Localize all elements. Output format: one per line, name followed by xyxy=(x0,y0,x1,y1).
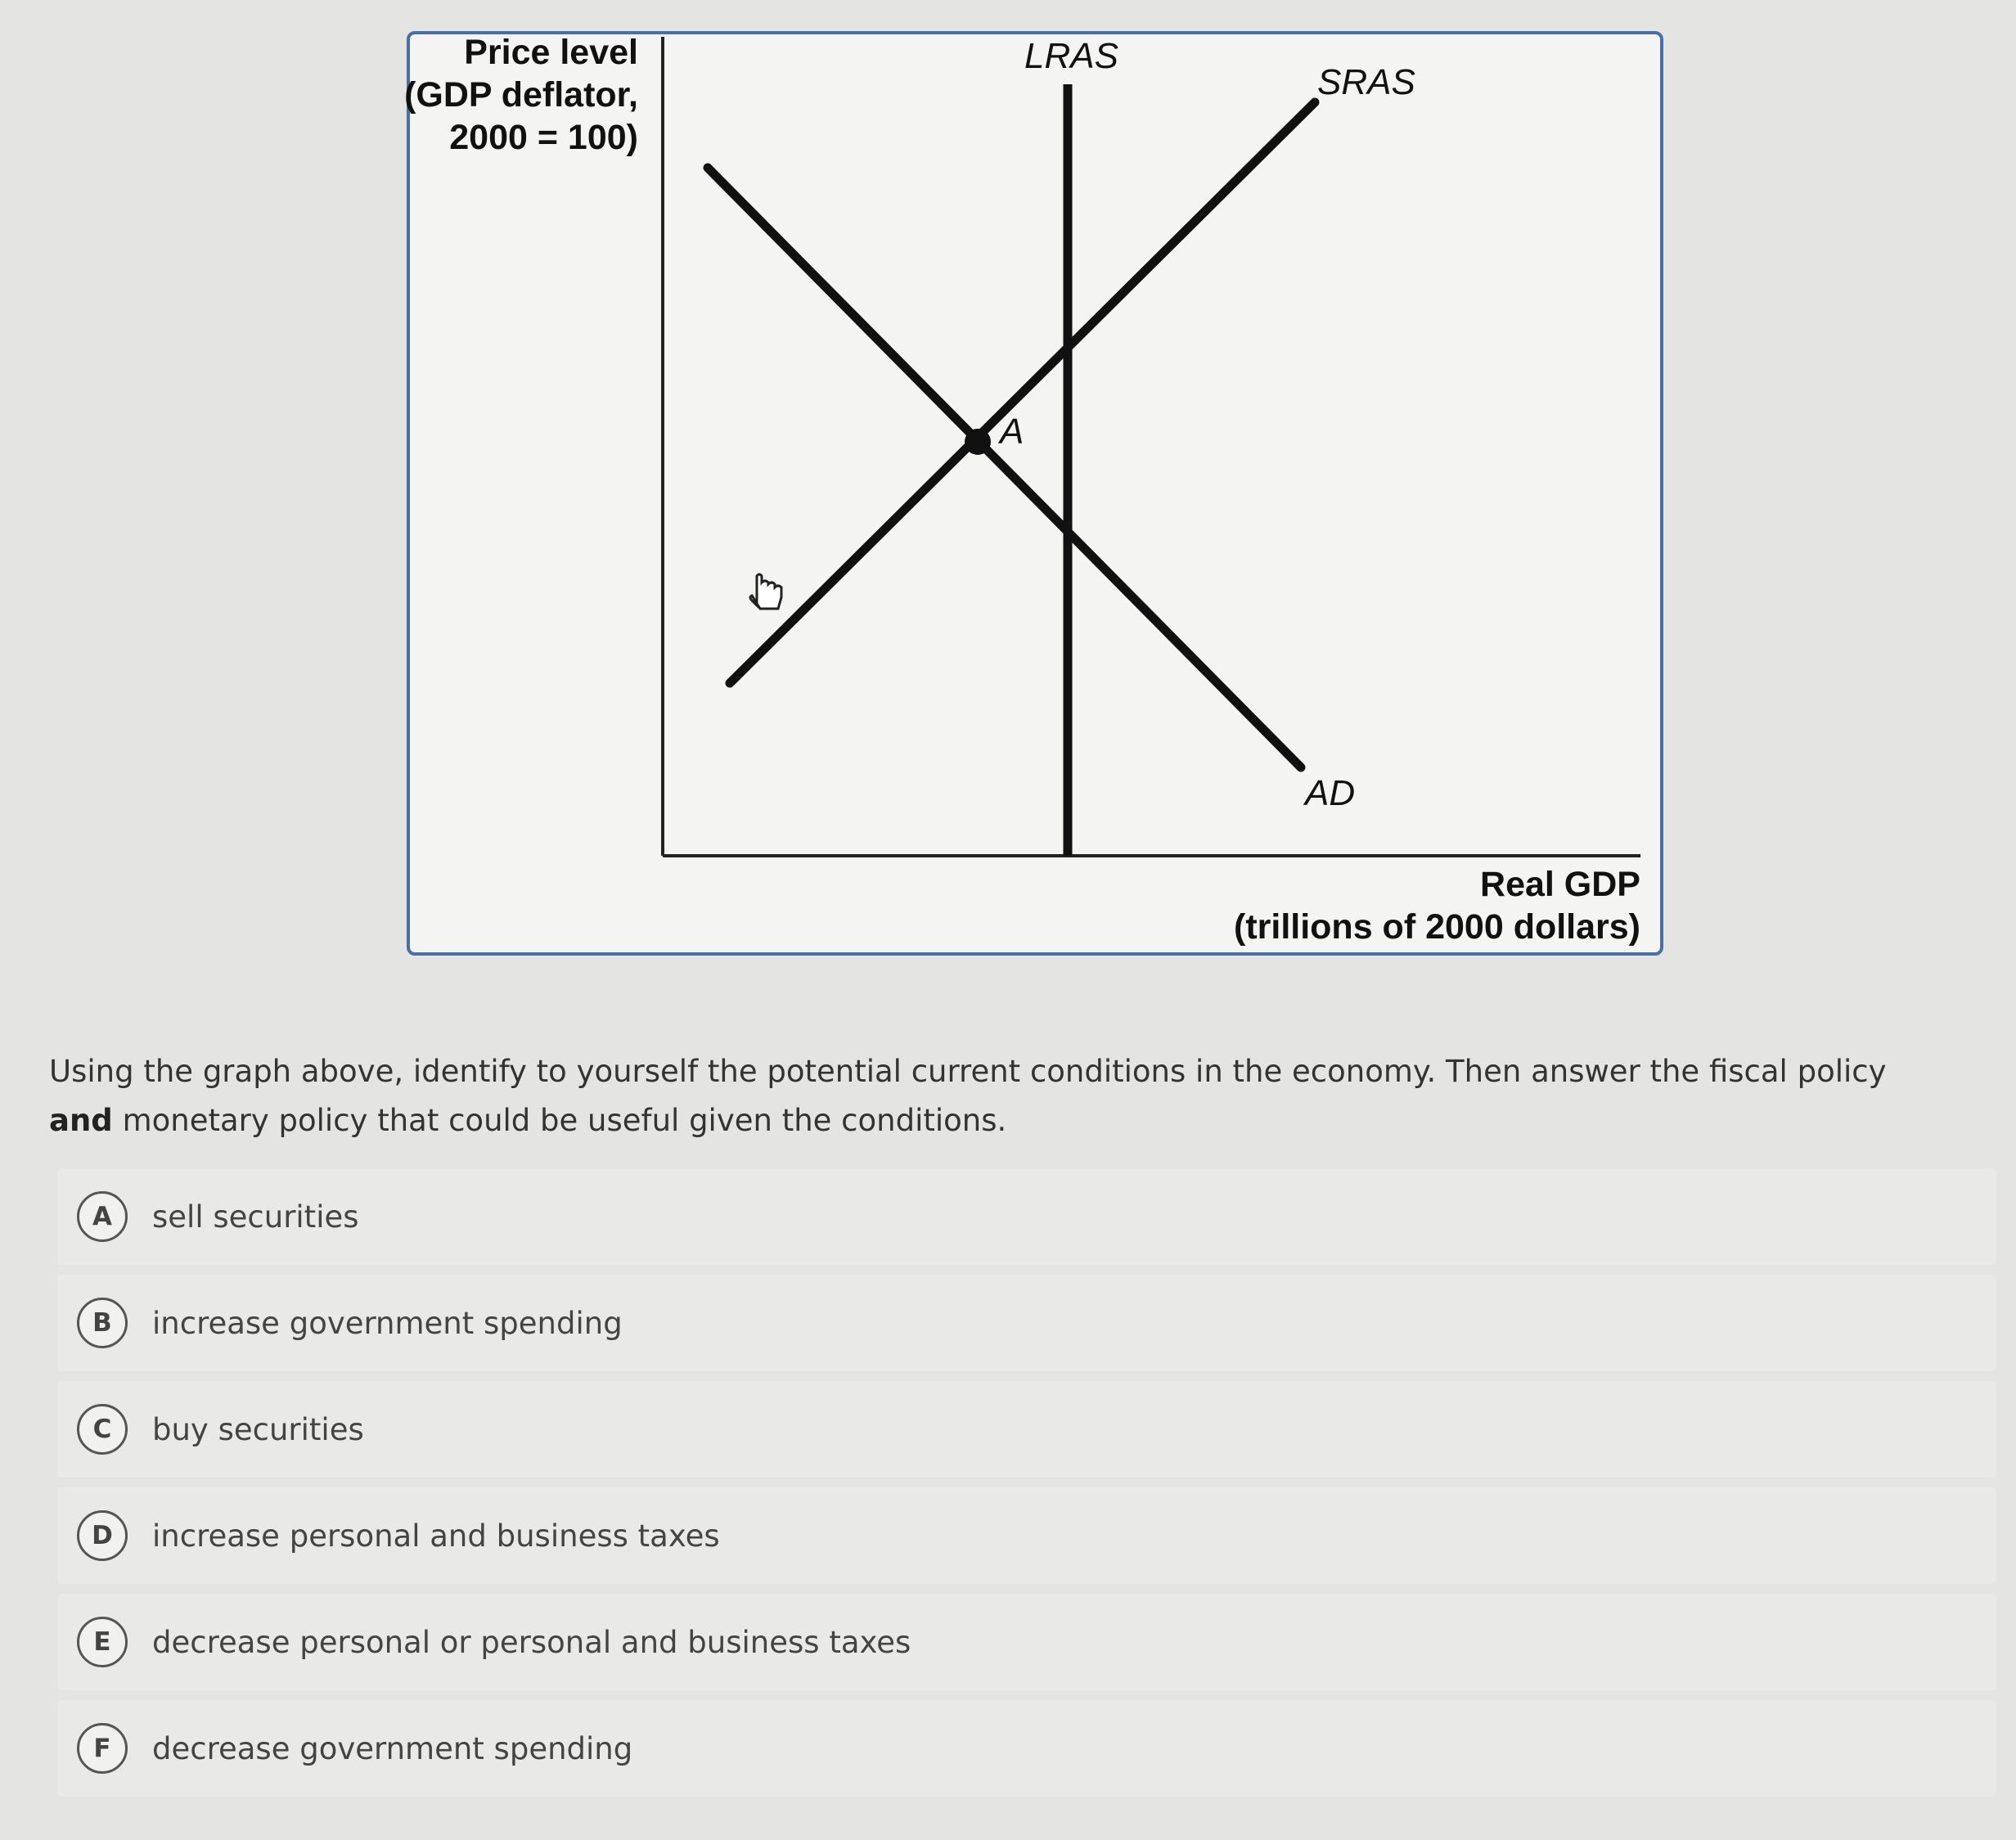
option-text: buy securities xyxy=(152,1411,364,1447)
hand-pointer-icon xyxy=(750,574,781,609)
lras-label: LRAS xyxy=(1024,36,1118,76)
option-letter-badge: B xyxy=(77,1298,128,1348)
option-e[interactable] xyxy=(57,1594,1996,1690)
option-c[interactable] xyxy=(57,1381,1996,1478)
question-main: Using the graph above, identify to yourself the potential current conditions in the economy. Then answer the fiscal policy xyxy=(49,1054,1887,1089)
option-f[interactable] xyxy=(57,1700,1996,1797)
option-letter-badge: A xyxy=(77,1191,128,1242)
option-a[interactable] xyxy=(57,1168,1996,1265)
option-text: sell securities xyxy=(152,1199,359,1235)
sras-label: SRAS xyxy=(1317,62,1415,102)
question-end: monetary policy that could be useful given the conditions. xyxy=(122,1103,1007,1138)
question-bold: and xyxy=(49,1103,113,1138)
option-text: decrease government spending xyxy=(152,1730,633,1766)
ad-label: AD xyxy=(1305,773,1356,813)
option-text: decrease personal or personal and business taxes xyxy=(152,1624,911,1660)
y-axis-title-line: 2000 = 100) xyxy=(449,118,638,157)
option-letter-badge: E xyxy=(77,1617,128,1667)
point-a-label: A xyxy=(1000,412,1024,452)
option-letter-badge: C xyxy=(77,1404,128,1455)
option-d[interactable] xyxy=(57,1487,1996,1584)
sras-curve xyxy=(730,102,1315,683)
y-axis-title-line: Price level xyxy=(464,33,638,72)
x-axis-title xyxy=(1145,863,1640,948)
y-axis-title-line: (GDP deflator, xyxy=(404,75,638,115)
option-letter-badge: F xyxy=(77,1723,128,1774)
y-axis-title xyxy=(401,31,638,159)
x-axis-title-line: (trillions of 2000 dollars) xyxy=(1234,907,1640,947)
option-letter-badge: D xyxy=(77,1510,128,1561)
question-text xyxy=(49,1047,1931,1145)
equilibrium-point-a xyxy=(965,429,991,455)
x-axis-title-line: Real GDP xyxy=(1480,865,1640,904)
ad-curve xyxy=(708,168,1301,767)
option-text: increase personal and business taxes xyxy=(152,1518,720,1554)
option-b[interactable] xyxy=(57,1275,1996,1371)
option-text: increase government spending xyxy=(152,1305,623,1341)
